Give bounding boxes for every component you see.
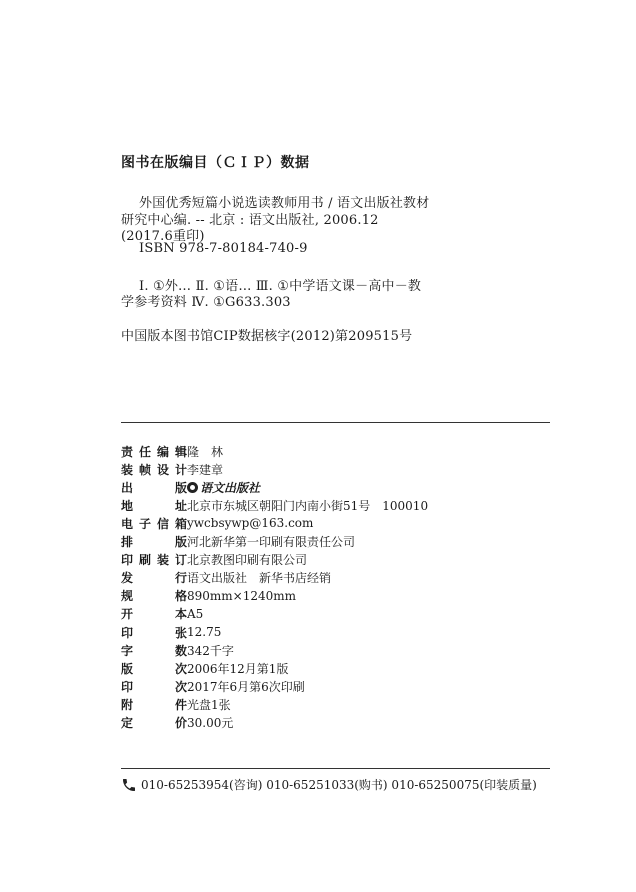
colophon-label [121,642,187,659]
publisher-logo-icon [187,482,198,493]
colophon-label-char: 定 [121,716,134,730]
colophon-label [121,479,187,496]
colophon-label-char: 件 [174,697,187,712]
colophon-label-char: 数 [174,643,187,658]
colophon-label-char: 出 [121,480,134,495]
colophon-label [121,461,187,478]
colophon-label-char: 帧 [138,462,151,477]
colophon-label-char: 装 [121,462,134,477]
colophon-label-char: 次 [174,679,187,694]
colophon-row [121,532,356,552]
colophon-row [121,568,332,588]
colophon-label [121,533,187,550]
colophon-label-char: 版 [174,480,187,495]
colophon-label [121,714,187,731]
colophon-row [121,550,308,570]
colophon-value: 语文出版社 新华书店经销 [187,571,332,586]
cip-line-2: 研究中心编. -- 北京 : 语文出版社, 2006.12 [121,213,379,228]
colophon-label-char: 电 [121,516,134,531]
colophon-label [121,569,187,586]
colophon-value: 12.75 [187,625,222,639]
colophon-label-char: 地 [121,498,134,513]
colophon-value: 光盘1张 [187,697,231,712]
colophon-label-char: 子 [138,516,151,531]
cip-isbn: ISBN 978-7-80184-740-9 [139,241,308,256]
colophon-label-char: 开 [121,607,134,622]
colophon-label [121,605,187,622]
colophon-row [121,586,297,606]
colophon-label-char: 装 [156,553,169,568]
colophon-label-char: 版 [174,535,187,549]
colophon-label [121,696,187,713]
colophon-label-char: 排 [121,535,134,549]
colophon-label-char: 版 [121,661,134,676]
colophon-label-char: 张 [174,625,187,640]
colophon-label-char: 辑 [174,444,187,459]
bottom-divider [121,768,550,769]
colophon-value: 2006年12月第1版 [187,661,289,676]
colophon-row [121,676,305,696]
colophon-label-char: 订 [174,553,187,568]
colophon-row [121,459,224,479]
cip-title: 图书在版编目（ＣＩＰ）数据 [121,155,310,171]
colophon-label-char: 计 [174,462,187,477]
colophon-value: 2017年6月第6次印刷 [187,679,305,694]
phone-line [121,776,537,793]
publisher-logo-text: 语文出版社 [200,480,261,495]
colophon-label [121,678,187,695]
colophon-label [121,660,187,677]
colophon-row [121,713,234,733]
colophon-label-char: 设 [156,462,169,477]
publisher-logo [187,479,260,496]
colophon-label-char: 印 [121,625,134,640]
colophon-value: 北京教图印刷有限公司 [187,553,308,568]
colophon-value: 河北新华第一印刷有限责任公司 [187,535,356,549]
colophon-label-char: 任 [138,444,151,459]
colophon-label-char: 信 [156,516,169,531]
colophon-label [121,515,187,532]
phone-icon [121,777,137,793]
colophon-label-char: 格 [174,589,187,604]
colophon-value: A5 [187,606,204,621]
colophon-value: 30.00元 [187,716,234,730]
colophon-label-char: 附 [121,697,134,712]
colophon-label-char: 行 [174,571,187,586]
colophon-row [121,640,234,660]
colophon-value: ywcbsywp@163.com [187,516,314,531]
colophon-value: 890mm×1240mm [187,588,297,603]
colophon-label-char: 印 [121,553,134,568]
colophon-label [121,497,187,514]
colophon-row [121,495,429,515]
colophon-label-char: 价 [174,716,187,730]
colophon-value: 李建章 [187,462,224,477]
top-divider [121,422,550,423]
colophon-value: 北京市东城区朝阳门内南小街51号 100010 [187,498,429,513]
colophon-label-char: 发 [121,571,134,586]
colophon-label [121,624,187,641]
colophon-label-char: 编 [156,444,169,459]
colophon-label-char: 本 [174,607,187,622]
colophon-label-char: 规 [121,589,134,604]
colophon-row [121,513,314,533]
colophon-row [121,604,204,624]
colophon-row [121,477,261,497]
colophon-label-char: 刷 [138,553,151,568]
phone-numbers: 010-65253954(咨询) 010-65251033(购书) 010-65250075(印装质量) [141,778,537,792]
cip-line-1: 外国优秀短篇小说选读教师用书 / 语文出版社教材 [139,196,430,211]
colophon-row [121,694,231,714]
cip-record-number: 中国版本图书馆CIP数据核字(2012)第209515号 [121,329,413,344]
colophon-label-char: 印 [121,679,134,694]
colophon-value: 342千字 [187,643,234,658]
colophon-row [121,622,222,642]
colophon-label-char: 箱 [174,516,187,531]
colophon-label [121,551,187,568]
colophon-label-char: 址 [174,498,187,513]
colophon-label-char: 次 [174,661,187,676]
colophon-label [121,443,187,460]
colophon-label-char: 责 [121,444,134,459]
cip-subject-1: Ⅰ. ①外… Ⅱ. ①语… Ⅲ. ①中学语文课－高中－教 [139,279,422,294]
colophon-row [121,658,289,678]
colophon-label-char: 字 [121,643,134,658]
cip-subject-2: 学参考资料 Ⅳ. ①G633.303 [121,295,291,310]
colophon-row [121,441,224,461]
colophon-value: 隆 林 [187,444,224,459]
colophon-label [121,587,187,604]
cip-line-3: (2017.6重印) [121,229,205,244]
